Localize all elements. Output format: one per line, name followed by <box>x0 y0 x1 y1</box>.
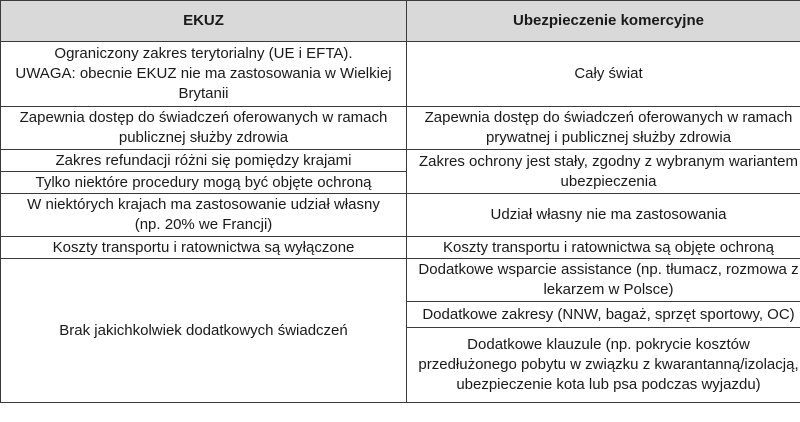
header-ekuz: EKUZ <box>1 1 407 42</box>
cell-line: przedłużonego pobytu w związku z kwarantanną/izolacją, <box>418 356 799 373</box>
commercial-deductible-cell: Udział własny nie ma zastosowania <box>407 194 800 237</box>
cell-line: W niektórych krajach ma zastosowanie udział własny <box>27 196 380 213</box>
ekuz-deductible-cell <box>1 194 407 237</box>
cell-line: Dodatkowe wsparcie assistance (np. tłumacz, rozmowa z <box>418 261 799 278</box>
table-row <box>1 259 800 302</box>
cell-line: lekarzem w Polsce) <box>543 281 674 298</box>
ekuz-extras-cell: Brak jakichkolwiek dodatkowych świadczeń <box>1 259 407 403</box>
header-commercial: Ubezpieczenie komercyjne <box>407 1 800 42</box>
cell-line: UWAGA: obecnie EKUZ nie ma zastosowania w Wielkiej <box>15 65 392 82</box>
commercial-territory-cell: Cały świat <box>407 42 800 107</box>
commercial-extra-scopes-cell: Dodatkowe zakresy (NNW, bagaż, sprzęt sportowy, OC) <box>407 302 800 328</box>
ekuz-transport-cell: Koszty transportu i ratownictwa są wyłączone <box>1 237 407 259</box>
table-row <box>1 194 800 237</box>
commercial-transport-cell: Koszty transportu i ratownictwa są objęte ochroną <box>407 237 800 259</box>
cell-line: Ograniczony zakres terytorialny (UE i EFTA). <box>54 45 353 62</box>
cell-line: Dodatkowe klauzule (np. pokrycie kosztów <box>467 336 750 353</box>
commercial-scope-cell <box>407 150 800 194</box>
ekuz-refund-cell: Zakres refundacji różni się pomiędzy krajami <box>1 150 407 172</box>
cell-line: prywatnej i publicznej służby zdrowia <box>485 129 732 146</box>
ekuz-access-cell <box>1 107 407 150</box>
ekuz-territory-cell <box>1 42 407 107</box>
table-row <box>1 237 800 259</box>
cell-line: Brytanii <box>178 85 229 102</box>
header-row <box>1 1 800 42</box>
ekuz-procedures-cell: Tylko niektóre procedury mogą być objęte ochroną <box>1 172 407 194</box>
cell-line: Zapewnia dostęp do świadczeń oferowanych w ramach <box>19 109 388 126</box>
commercial-assistance-cell <box>407 259 800 302</box>
cell-line: (np. 20% we Francji) <box>134 216 273 233</box>
commercial-access-cell <box>407 107 800 150</box>
commercial-clauses-cell <box>407 328 800 403</box>
cell-line: Zapewnia dostęp do świadczeń oferowanych w ramach <box>424 109 793 126</box>
table-row <box>1 42 800 107</box>
cell-line: ubezpieczenie kota lub psa podczas wyjazdu) <box>456 376 761 393</box>
table-row <box>1 107 800 150</box>
cell-line: Zakres ochrony jest stały, zgodny z wybranym wariantem <box>418 152 799 170</box>
table-row <box>1 150 800 172</box>
cell-line: ubezpieczenia <box>560 172 657 190</box>
cell-line: publicznej służby zdrowia <box>118 129 289 146</box>
